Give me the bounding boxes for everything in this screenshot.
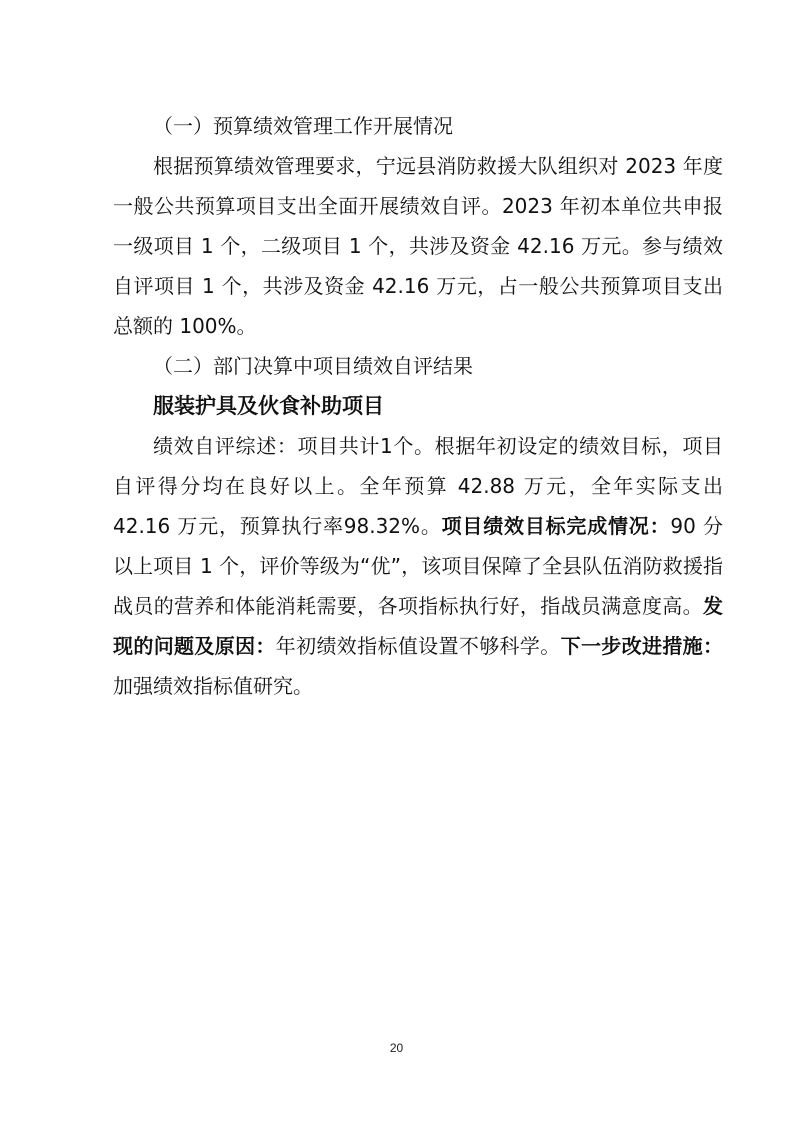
page-number: 20 [389, 1041, 404, 1055]
problems-label: 发现的问题及原因： [113, 594, 723, 658]
project-paragraph [113, 426, 723, 706]
problems-text: 年初绩效指标值设置不够科学。 [275, 634, 561, 658]
section-heading-project-results: （二）部门决算中项目绩效自评结果 [153, 354, 473, 378]
next-steps-label: 下一步改进措施： [560, 634, 724, 658]
section-paragraph-budget-performance: 根据预算绩效管理要求，宁远县消防救援大队组织对 2023 年度一般公共预算项目支出全面开展绩效自评。2023 年初本单位共申报一级项目 1 个，二级项目 1 个，共涉及资金 42.16 万元。参与绩效自评项目 1 个，共涉及资金 42.16 万元，占一般公共预算项目支出总额的 100%。 [113, 154, 723, 338]
completion-text: 90 分以上项目 1 个，评价等级为“优”，该项目保障了全县队伍消防救援指战员的营养和体能消耗需要，各项指标执行好，指战员满意度高。 [113, 514, 724, 618]
summary-text: 绩效自评综述：项目共计1个。根据年初设定的绩效目标，项目自评得分均在良好以上。全年预算 42.88 万元，全年实际支出 42.16 万元，预算执行率98.32%。 [113, 434, 723, 538]
next-steps-text: 加强绩效指标值研究。 [113, 674, 313, 698]
project-title: 服装护具及伙食补助项目 [153, 394, 384, 418]
completion-label: 项目绩效目标完成情况： [441, 514, 671, 538]
section-heading-budget-performance: （一）预算绩效管理工作开展情况 [153, 114, 453, 138]
document-body [113, 106, 723, 706]
